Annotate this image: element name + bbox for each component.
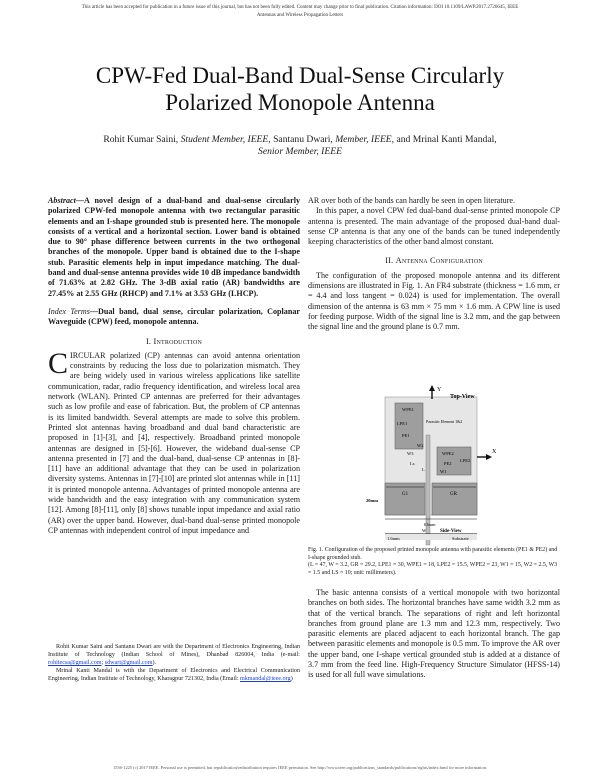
- w1-label: W1: [440, 469, 447, 474]
- substrate-label: Substrate: [452, 536, 469, 541]
- left-column: [48, 196, 300, 536]
- footnote-1-text: Rohit Kumar Saini and Santanu Dwari are with the Department of Electronics Engineering, Indian Institute of Technology (Indian School of Mines), Dhanbad 826004, India (e-mail:: [48, 644, 300, 658]
- journal-header-note: [20, 4, 580, 20]
- g1-label: G1: [402, 492, 409, 497]
- author-3: and Mrinal Kanti Mandal,: [396, 134, 497, 145]
- section-title: Introduction: [153, 336, 203, 346]
- section-heading-antenna-configuration: [308, 256, 560, 266]
- side-view-label: Side-View: [440, 529, 462, 534]
- author-footnotes: [48, 643, 300, 683]
- email-link-saini[interactable]: rohitecsa@gmail.com: [48, 660, 102, 666]
- w2-label: W2: [417, 443, 424, 448]
- author-1-role: Student Member, IEEE,: [180, 134, 271, 145]
- antenna-geometry-drawing: [366, 385, 550, 545]
- index-terms-label: Index Terms: [48, 306, 90, 316]
- intro-text: IRCULAR polarized (CP) antennas can avoid antenna orientation constraints by reducing the loss due to polarization mismatch. They are being widely used in various wireless applications like satellite communication, radar, radio frequency identification, and wireless local area network (WLAN). Printed CP antennas are preferred for their advantages such as low profile and ease of fabrication. But, the problem of CP antennas is its limited bandwidth. Several attempts are made to solve this problem. Printed slot antennas having broadband and dual band characteristic are proposed in [1]-[3], and [4], respectively. Broadband printed monopole antennas are designed in [5]-[6]. However, the wideband dual-sense CP antenna presented in [7] and the dual-band, dual-sense CP antennas in [8]-[11] have an additional advantage that they can be used in polarization diversity systems. Antennas in [7]-[10] are printed slot antennas while in [11] it is printed monopole antenna. Advantages of printed monopole antenna are wide bandwidth and the easy integration with any communication system [12]. Among [8]-[11], only [8] shows tunable input impedance and axial ratio (AR) over the upper band. However, dual-band dual-sense printed monopole CP antennas with independent control of input impedance and: [48, 350, 300, 535]
- header-line-2: Antennas and Wireless Propagation Letters: [256, 13, 344, 18]
- abstract: [48, 196, 300, 299]
- top-view-label: Top-View: [450, 394, 475, 400]
- figure-1-caption: [308, 547, 560, 577]
- index-terms: [48, 307, 300, 328]
- author-1: Rohit Kumar Saini,: [103, 134, 179, 145]
- copyright-footer: 1536-1225 (c) 2017 IEEE. Personal use is permitted, but republication/redistribution requires IEEE permission. See http://www.ieee.org/publications_standards/publications/rights/index.html for more information.: [113, 765, 487, 770]
- author-2: Santanu Dwari,: [273, 134, 333, 145]
- footnote-2: [48, 667, 300, 683]
- pe1-label: PE1: [402, 433, 410, 438]
- section-title: Antenna Configuration: [395, 256, 483, 266]
- config-paragraph: The configuration of the proposed monopole antenna and its different dimensions are illustrated in Fig. 1. An FR4 substrate (thickness = 1.6 mm, εr = 4.4 and loss tangent = 0.024) is used for implementation. The overall dimension of the antenna is 63 mm × 75 mm × 1.6 mm. A CPW line is used for feeding purpose. Width of the signal line is 3.2 mm, and the gap between the signal line and the ground plane is 0.7 mm.: [308, 270, 560, 332]
- footnote-2-end: ): [290, 676, 293, 682]
- email-link-dwari[interactable]: sdwari@gmail.com: [104, 660, 153, 666]
- y-axis-label: Y: [437, 387, 442, 393]
- intro-continuation: AR over both of the bands can hardly be seen in open literature.: [308, 196, 515, 205]
- ls-label: Ls: [410, 461, 415, 466]
- w3-label: W3: [407, 451, 414, 456]
- title-line-2: Polarized Monopole Antenna: [165, 90, 435, 115]
- caption-parameters: (L = 47, W = 3.2, GR = 29.2, LPE1 = 30, WPE1 = 18, LPE2 = 15.5, WPE2 = 23, W1 = 15, W2 = 2.5, W3 = 1.5 and LS = 10; unit: millimeters).: [308, 562, 558, 576]
- width-63mm-label: 63mm: [424, 522, 436, 527]
- title-line-1: CPW-Fed Dual-Band Dual-Sense Circularly: [95, 63, 505, 88]
- footnote-2-text: Mrinal Kanti Mandal is with the Department of Electronics and Electrical Communication Engineering, Indian Institute of Technology, Kharagpur 721302, India (Email:: [48, 668, 300, 682]
- lpe2-label: LPE2: [460, 458, 471, 463]
- email-link-mandal[interactable]: mkmandal@ieee.org: [240, 676, 291, 682]
- x-axis-label: X: [492, 449, 497, 455]
- section-number: II.: [385, 256, 394, 266]
- section-heading-introduction: [48, 337, 300, 347]
- abstract-text: —A novel design of a dual-band and dual-sense circularly polarized CPW-fed monopole antenna with two rectangular parasitic elements and an I-shape grounded stub is presented here. The monopole consists of a vertical and a horizontal section. Lower band is obtained due to 90° phase difference between currents in the two orthogonal branches of the monopole. Upper band is obtained due to the I-shape stub. Parasitic elements help in input impedance matching. The dual-band and dual-sense antenna provides wide 10 dB impedance bandwidth of 71.63% at 2.82 GHz. The 3-dB axial ratio (AR) bandwidths are 27.45% at 2.55 GHz (RHCP) and 7.1% at 3.53 GHz (LHCP).: [48, 196, 300, 298]
- l-label: L: [422, 467, 425, 472]
- footnote-separator: ;: [101, 660, 105, 666]
- parasitic-element-label: Parasitic Element 1&2: [426, 419, 463, 424]
- paper-title: [40, 62, 560, 116]
- abstract-label: Abstract: [48, 196, 76, 205]
- antenna-description: [308, 588, 560, 681]
- drop-cap: C: [48, 346, 69, 380]
- author-2-role: Member, IEEE,: [335, 134, 395, 145]
- caption-text: Fig. 1. Configuration of the proposed printed monopole antenna with parasitic elements (PE1 & PE2) and I-shape grounded stub.: [308, 547, 558, 561]
- header-line-1: This article has been accepted for publication in a future issue of this journal, but has not been fully edited. Content may change prior to final publication. Citation information: DOI 10.1109/LAWP.2017.2726645, IEEE: [81, 5, 519, 10]
- footnote-1: [48, 643, 300, 667]
- footnote-1-end: ).: [152, 660, 157, 666]
- lpe1-label: LPE1: [397, 421, 408, 426]
- wpe2-label: WPE2: [442, 451, 454, 456]
- right-column: [308, 196, 560, 333]
- intro-paragraph-2: In this paper, a novel CPW fed dual-band dual-sense printed monopole CP antenna is presented. The main advantage of the proposed dual-band dual-sense CP antenna is that any one of the bands can be tuned independently keeping characteristics of the other band almost constant.: [308, 206, 560, 247]
- index-terms-text: —Dual band, dual sense, circular polarization, Coplanar Waveguide (CPW) feed, monopole antenna.: [48, 306, 300, 327]
- wpe1-label: WPE1: [402, 407, 414, 412]
- gr-label: GR: [450, 492, 457, 497]
- section-number: I.: [145, 336, 152, 346]
- w-label: W: [422, 528, 427, 533]
- figure-1-antenna-diagram: [366, 385, 550, 545]
- intro-paragraph: [48, 346, 300, 536]
- author-3-role: Senior Member, IEEE: [258, 146, 342, 157]
- pe2-label: PE2: [444, 461, 452, 466]
- author-list: [40, 134, 560, 158]
- thickness-label: 1.6mm: [387, 536, 400, 541]
- height-20mm-label: 20mm: [366, 498, 378, 503]
- basic-antenna-paragraph: The basic antenna consists of a vertical monopole with two horizontal branches on both sides. The horizontal branches have same width 3.2 mm as that of the vertical branch. The separations of right and left horizontal branches from ground plane are 1.3 mm and 12.3 mm, respectively. Two parasitic elements are placed adjacent to each horizontal branch. The gap between parasitic elements and monopole is 0.5 mm. To improve the AR over the upper band, one I-shape vertical grounded stub is added at a distance of 3.7 mm from the feed line. High-Frequency Structure Simulator (HFSS-14) is used for all full wave simulations.: [308, 588, 560, 680]
